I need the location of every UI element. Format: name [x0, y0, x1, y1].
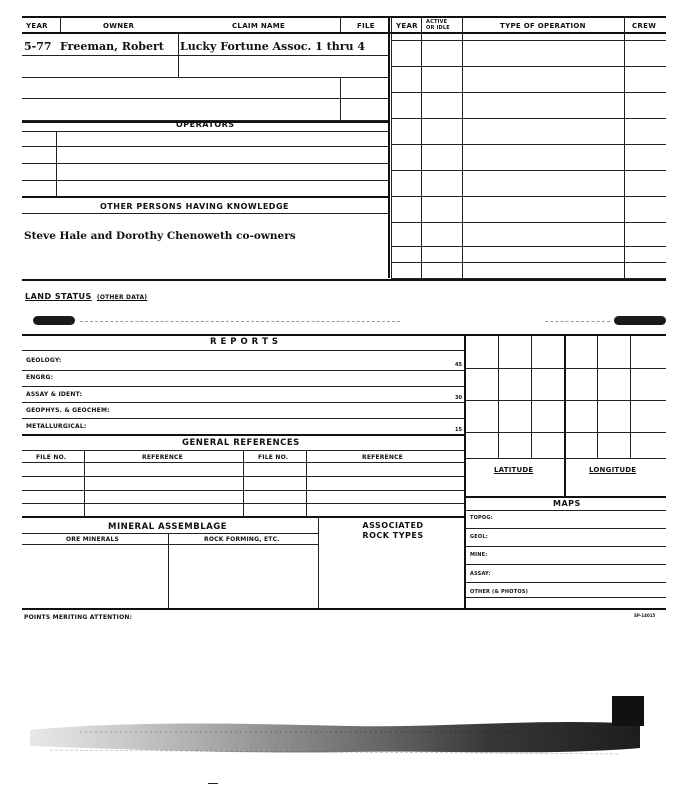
ink-blot [33, 316, 75, 325]
scale-45: 45 [455, 362, 462, 368]
map-topog: TOPOG: [470, 515, 493, 521]
ref-file-no: FILE NO. [36, 454, 67, 461]
land-status-label [25, 284, 147, 303]
header-year-2: YEAR [396, 22, 418, 30]
reports-heading: R E P O R T S [210, 337, 279, 347]
map-geol: GEOL: [470, 534, 488, 540]
ref-reference-2: REFERENCE [362, 454, 403, 461]
other-persons-text: Steve Hale and Dorothy Chenoweth co-owners [24, 230, 296, 242]
map-assay: ASSAY: [470, 571, 491, 577]
latitude-label: LATITUDE [494, 466, 534, 474]
report-engrg: ENGRG: [26, 374, 54, 381]
entry-year: 5-77 [24, 40, 52, 53]
scale-15: 15 [455, 427, 462, 433]
operators-heading: OPERATORS [176, 120, 235, 129]
scale-30: 30 [455, 395, 462, 401]
entry-claim-name: Lucky Fortune Assoc. 1 thru 4 [180, 40, 365, 53]
report-assay: ASSAY & IDENT: [26, 391, 83, 398]
land-status-heading: LAND STATUS [25, 292, 92, 301]
ref-reference: REFERENCE [142, 454, 183, 461]
header-type-of-operation: TYPE OF OPERATION [500, 22, 586, 30]
longitude-label: LONGITUDE [589, 466, 637, 474]
report-geophys: GEOPHYS. & GEOCHEM: [26, 407, 110, 414]
land-status-sub: (OTHER DATA) [96, 294, 148, 301]
header-crew: CREW [632, 22, 657, 30]
rock-forming-heading: ROCK FORMING, ETC. [204, 536, 280, 543]
header-file: FILE [357, 22, 375, 30]
associated-rock-types-heading: ASSOCIATED ROCK TYPES [362, 521, 424, 540]
report-geology: GEOLOGY: [26, 357, 62, 364]
ore-minerals-heading: ORE MINERALS [66, 536, 120, 543]
header-owner: OWNER [103, 22, 135, 30]
general-references-heading: GENERAL REFERENCES [182, 438, 300, 448]
mineral-assemblage-heading: MINERAL ASSEMBLAGE [108, 522, 228, 532]
ink-blot [614, 316, 666, 325]
entry-owner: Freeman, Robert [60, 40, 164, 53]
scan-smudge [20, 690, 670, 780]
header-active-or-idle: ACTIVE OR IDLE [426, 19, 450, 31]
form-number: SP-14015 [634, 613, 656, 618]
maps-heading: MAPS [553, 499, 581, 508]
ref-file-no-2: FILE NO. [258, 454, 289, 461]
report-metallurgical: METALLURGICAL: [26, 423, 87, 430]
header-year: YEAR [26, 22, 48, 30]
points-meriting-attention: POINTS MERITING ATTENTION: [24, 614, 133, 621]
map-mine: MINE: [470, 552, 488, 558]
map-other: OTHER (& PHOTOS) [470, 589, 529, 595]
header-claim-name: CLAIM NAME [232, 22, 286, 30]
other-persons-heading: OTHER PERSONS HAVING KNOWLEDGE [100, 202, 289, 211]
